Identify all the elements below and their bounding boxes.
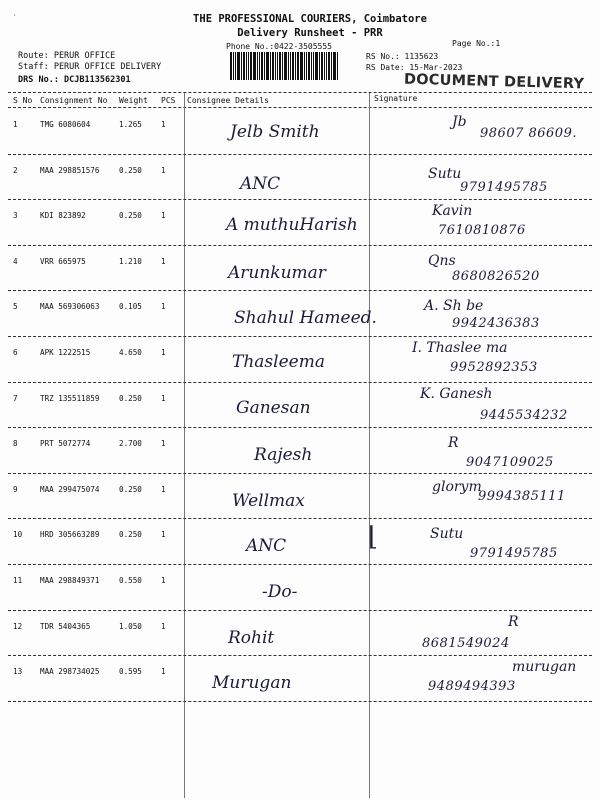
row-weight: 2.700 <box>119 439 142 449</box>
row-sno: 9 <box>13 484 18 494</box>
signature-handwritten: A. Sh be <box>424 298 484 315</box>
consignee-name-handwritten: A muthuHarish <box>226 215 358 236</box>
row-weight: 0.250 <box>119 211 142 221</box>
barcode <box>230 52 360 80</box>
row-pcs: 1 <box>161 576 166 585</box>
signature-handwritten: Jb <box>452 114 467 130</box>
row-weight: 0.105 <box>119 302 142 312</box>
row-sno: 12 <box>13 621 23 631</box>
row-pcs: 1 <box>161 211 166 221</box>
consignee-name-handwritten: ANC <box>240 173 281 194</box>
consignee-name-handwritten: Jelb Smith <box>230 122 320 142</box>
row-divider <box>8 427 592 428</box>
row-sno: 10 <box>13 530 23 540</box>
consignee-name-handwritten: Arunkumar <box>228 262 326 283</box>
col-sno: S No <box>13 96 33 105</box>
signature-handwritten: Qns <box>428 252 456 269</box>
bracket-mark: ⌊ <box>368 522 379 552</box>
row-divider <box>8 290 592 291</box>
drs-number: DRS No.: DCJB113562301 <box>18 75 131 85</box>
consignee-name-handwritten: ANC <box>246 536 287 557</box>
row-divider <box>8 245 592 246</box>
row-consignment-no: TRZ 135511859 <box>40 393 100 403</box>
row-divider <box>8 336 592 337</box>
row-weight: 1.050 <box>119 621 142 631</box>
row-weight: 1.210 <box>119 256 142 266</box>
row-sno: 2 <box>13 165 18 175</box>
rs-date: RS Date: 15-Mar-2023 <box>366 63 463 72</box>
receiver-phone-handwritten: 9047109025 <box>466 455 554 471</box>
consignee-name-handwritten: Wellmax <box>232 490 305 511</box>
document-delivery-stamp: DOCUMENT DELIVERY <box>403 71 585 93</box>
col-consignment: Consignment No <box>40 96 108 105</box>
row-weight: 4.650 <box>119 348 142 357</box>
row-consignment-no: TDR 5404365 <box>40 621 91 631</box>
row-divider <box>8 518 592 519</box>
col-consignee: Consignee Details <box>187 96 269 105</box>
receiver-phone-handwritten: 9952892353 <box>450 360 538 375</box>
page-number: Page No.:1 <box>452 39 501 48</box>
runsheet-title: Delivery Runsheet - PRR <box>237 27 383 39</box>
receiver-phone-handwritten: 9791495785 <box>470 546 558 562</box>
receiver-phone-handwritten: 8681549024 <box>422 635 510 651</box>
row-divider <box>8 199 592 200</box>
route: Route: PERUR OFFICE <box>18 51 116 61</box>
row-pcs: 1 <box>161 120 166 129</box>
row-divider <box>8 382 592 383</box>
signature-handwritten: I. Thaslee ma <box>412 340 508 356</box>
row-weight: 0.250 <box>119 484 142 494</box>
row-consignment-no: KDI 823892 <box>40 211 86 221</box>
consignee-name-handwritten: Rajesh <box>254 445 313 466</box>
row-consignment-no: MAA 298851576 <box>40 165 100 175</box>
row-pcs: 1 <box>161 667 166 677</box>
row-sno: 1 <box>13 120 18 129</box>
row-divider <box>8 701 592 702</box>
row-sno: 13 <box>13 667 23 677</box>
row-sno: 5 <box>13 302 18 312</box>
row-pcs: 1 <box>161 165 166 175</box>
row-divider <box>8 610 592 611</box>
row-weight: 0.550 <box>119 576 142 585</box>
row-pcs: 1 <box>161 348 166 357</box>
punch-mark: ′ <box>12 14 18 24</box>
col-signature: Signature <box>374 94 418 103</box>
row-pcs: 1 <box>161 621 166 631</box>
signature-handwritten: Sutu <box>430 526 464 543</box>
row-weight: 1.265 <box>119 120 142 129</box>
row-pcs: 1 <box>161 484 166 494</box>
receiver-phone-handwritten: 9942436383 <box>452 316 540 332</box>
row-weight: 0.250 <box>119 393 142 403</box>
row-divider <box>8 473 592 474</box>
row-pcs: 1 <box>161 302 166 312</box>
row-weight: 0.595 <box>119 667 142 677</box>
row-sno: 8 <box>13 439 18 449</box>
signature-handwritten: Kavin <box>432 203 473 220</box>
receiver-phone-handwritten: 7610810876 <box>438 223 526 239</box>
row-pcs: 1 <box>161 530 166 540</box>
staff: Staff: PERUR OFFICE DELIVERY <box>18 62 162 72</box>
row-sno: 3 <box>13 211 18 221</box>
row-consignment-no: MAA 299475074 <box>40 484 100 494</box>
row-consignment-no: MAA 298734025 <box>40 667 100 677</box>
receiver-phone-handwritten: 9994385111 <box>478 488 566 504</box>
row-consignment-no: APK 1222515 <box>40 348 91 357</box>
company-name: THE PROFESSIONAL COURIERS, Coimbatore <box>193 13 427 25</box>
row-sno: 6 <box>13 348 18 357</box>
row-divider <box>8 655 592 656</box>
row-consignment-no: MAA 298849371 <box>40 576 100 585</box>
col-pcs: PCS <box>161 96 176 105</box>
signature-handwritten: R <box>448 435 459 452</box>
receiver-phone-handwritten: 8680826520 <box>452 268 540 284</box>
col-weight: Weight <box>119 96 148 105</box>
consignee-name-handwritten: Shahul Hameed. <box>234 308 377 329</box>
row-consignment-no: HRD 305663289 <box>40 530 100 540</box>
header-bottom-rule <box>8 107 592 108</box>
phone-number: Phone No.:0422-3505555 <box>226 42 332 51</box>
row-pcs: 1 <box>161 256 166 266</box>
row-consignment-no: VRR 665975 <box>40 256 86 266</box>
signature-handwritten: murugan <box>512 659 577 676</box>
row-consignment-no: PRT 5072774 <box>40 439 91 449</box>
row-consignment-no: TMG 6080604 <box>40 120 91 129</box>
signature-handwritten: K. Ganesh <box>420 385 493 402</box>
receiver-phone-handwritten: 98607 86609. <box>480 126 577 141</box>
rs-number: RS No.: 1135623 <box>366 52 439 61</box>
row-divider <box>8 154 592 155</box>
receiver-phone-handwritten: 9445534232 <box>480 407 568 423</box>
header-top-rule <box>8 92 592 93</box>
row-sno: 11 <box>13 576 23 585</box>
row-pcs: 1 <box>161 393 166 403</box>
receiver-phone-handwritten: 9489494393 <box>428 679 516 695</box>
signature-handwritten: glorym <box>432 478 482 495</box>
consignee-name-handwritten: Rohit <box>228 627 275 648</box>
row-sno: 7 <box>13 393 18 403</box>
receiver-phone-handwritten: 9791495785 <box>460 179 548 195</box>
consignee-name-handwritten: Ganesan <box>236 397 311 418</box>
row-consignment-no: MAA 569306063 <box>40 302 100 312</box>
signature-handwritten: Sutu <box>428 165 462 182</box>
row-sno: 4 <box>13 256 18 266</box>
consignee-name-handwritten: -Do- <box>262 582 298 602</box>
row-weight: 0.250 <box>119 530 142 540</box>
row-divider <box>8 564 592 565</box>
consignee-name-handwritten: Murugan <box>212 673 292 694</box>
consignee-name-handwritten: Thasleema <box>232 352 325 372</box>
row-weight: 0.250 <box>119 165 142 175</box>
signature-handwritten: R <box>508 613 519 630</box>
row-pcs: 1 <box>161 439 166 449</box>
